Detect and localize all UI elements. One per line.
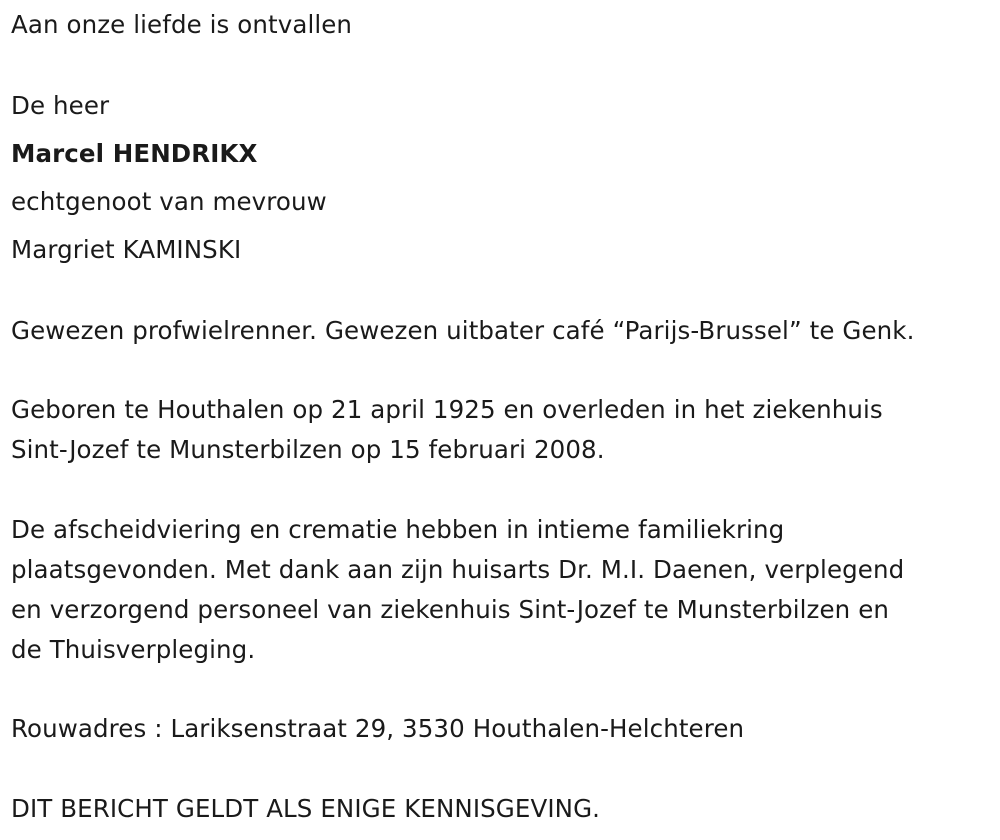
funeral-address: Rouwadres : Lariksenstraat 29, 3530 Houthalen-Helchteren xyxy=(11,714,745,743)
deceased-name: Marcel HENDRIKX xyxy=(11,139,258,168)
salutation: De heer xyxy=(11,91,110,120)
ceremony-line-1: De afscheidviering en crematie hebben in intieme familiekring xyxy=(11,515,785,544)
spouse-relation: echtgenoot van mevrouw xyxy=(11,187,327,216)
career-text: Gewezen profwielrenner. Gewezen uitbater café “Parijs-Brussel” te Genk. xyxy=(11,316,915,345)
birth-death-line-1: Geboren te Houthalen op 21 april 1925 en overleden in het ziekenhuis xyxy=(11,395,883,424)
ceremony-line-2: plaatsgevonden. Met dank aan zijn huisarts Dr. M.I. Daenen, verplegend xyxy=(11,555,905,584)
ceremony-line-4: de Thuisverpleging. xyxy=(11,635,256,664)
birth-death-line-2: Sint-Jozef te Munsterbilzen op 15 februari 2008. xyxy=(11,435,605,464)
intro-text: Aan onze liefde is ontvallen xyxy=(11,10,353,39)
spouse-name: Margriet KAMINSKI xyxy=(11,235,242,264)
ceremony-line-3: en verzorgend personeel van ziekenhuis Sint-Jozef te Munsterbilzen en xyxy=(11,595,889,624)
closing-statement: DIT BERICHT GELDT ALS ENIGE KENNISGEVING. xyxy=(11,794,601,823)
